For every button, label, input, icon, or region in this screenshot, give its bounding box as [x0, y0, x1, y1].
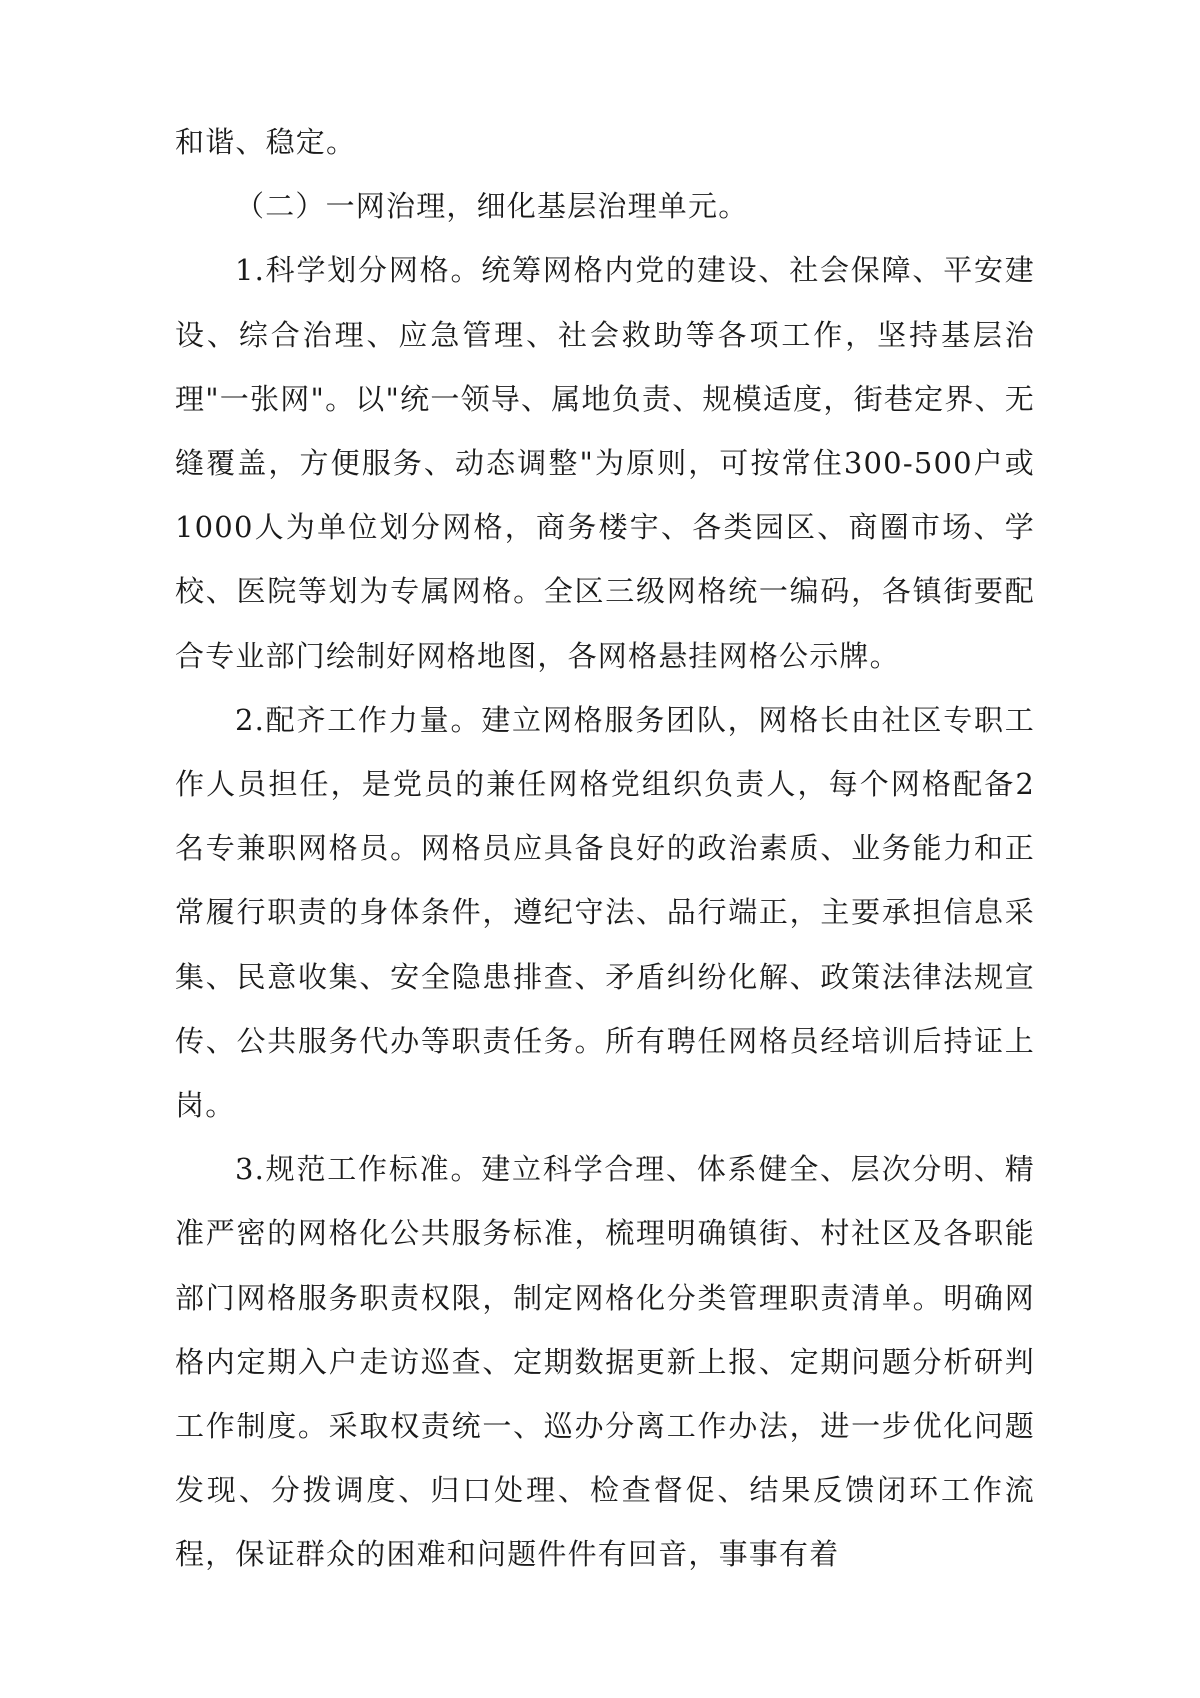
- document-page: [175, 110, 1035, 1587]
- paragraph-continuation: 和谐、稳定。: [175, 125, 357, 159]
- paragraph-work-standards: 3.规范工作标准。建立科学合理、体系健全、层次分明、精准严密的网格化公共服务标准，梳理明确镇街、村社区及各职能部门网格服务职责权限，制定网格化分类管理职责清单。明确网格内定期入户走访巡查、定期数据更新上报、定期问题分析研判工作制度。采取权责统一、巡办分离工作办法，进一步优化问题发现、分拨调度、归口处理、检查督促、结果反馈闭环工作流程，保证群众的困难和问题件件有回音，事事有着: [175, 1152, 1035, 1572]
- paragraph-work-force: 2.配齐工作力量。建立网格服务团队，网格长由社区专职工作人员担任，是党员的兼任网格党组织负责人，每个网格配备2名专兼职网格员。网格员应具备良好的政治素质、业务能力和正常履行职责的身体条件，遵纪守法、品行端正，主要承担信息采集、民意收集、安全隐患排查、矛盾纠纷化解、政策法律法规宣传、公共服务代办等职责任务。所有聘任网格员经培训后持证上岗。: [175, 702, 1035, 1123]
- section-heading: （二）一网治理，细化基层治理单元。: [235, 189, 749, 224]
- paragraph-grid-division: 1.科学划分网格。统筹网格内党的建设、社会保障、平安建设、综合治理、应急管理、社会救助等各项工作，坚持基层治理"一张网"。以"统一领导、属地负责、规模适度，街巷定界、无缝覆盖，方便服务、动态调整"为原则，可按常住300-500户或1000人为单位划分网格，商务楼宇、各类园区、商圈市场、学校、医院等划为专属网格。全区三级网格统一编码，各镇街要配合专业部门绘制好网格地图，各网格悬挂网格公示牌。: [175, 253, 1035, 673]
